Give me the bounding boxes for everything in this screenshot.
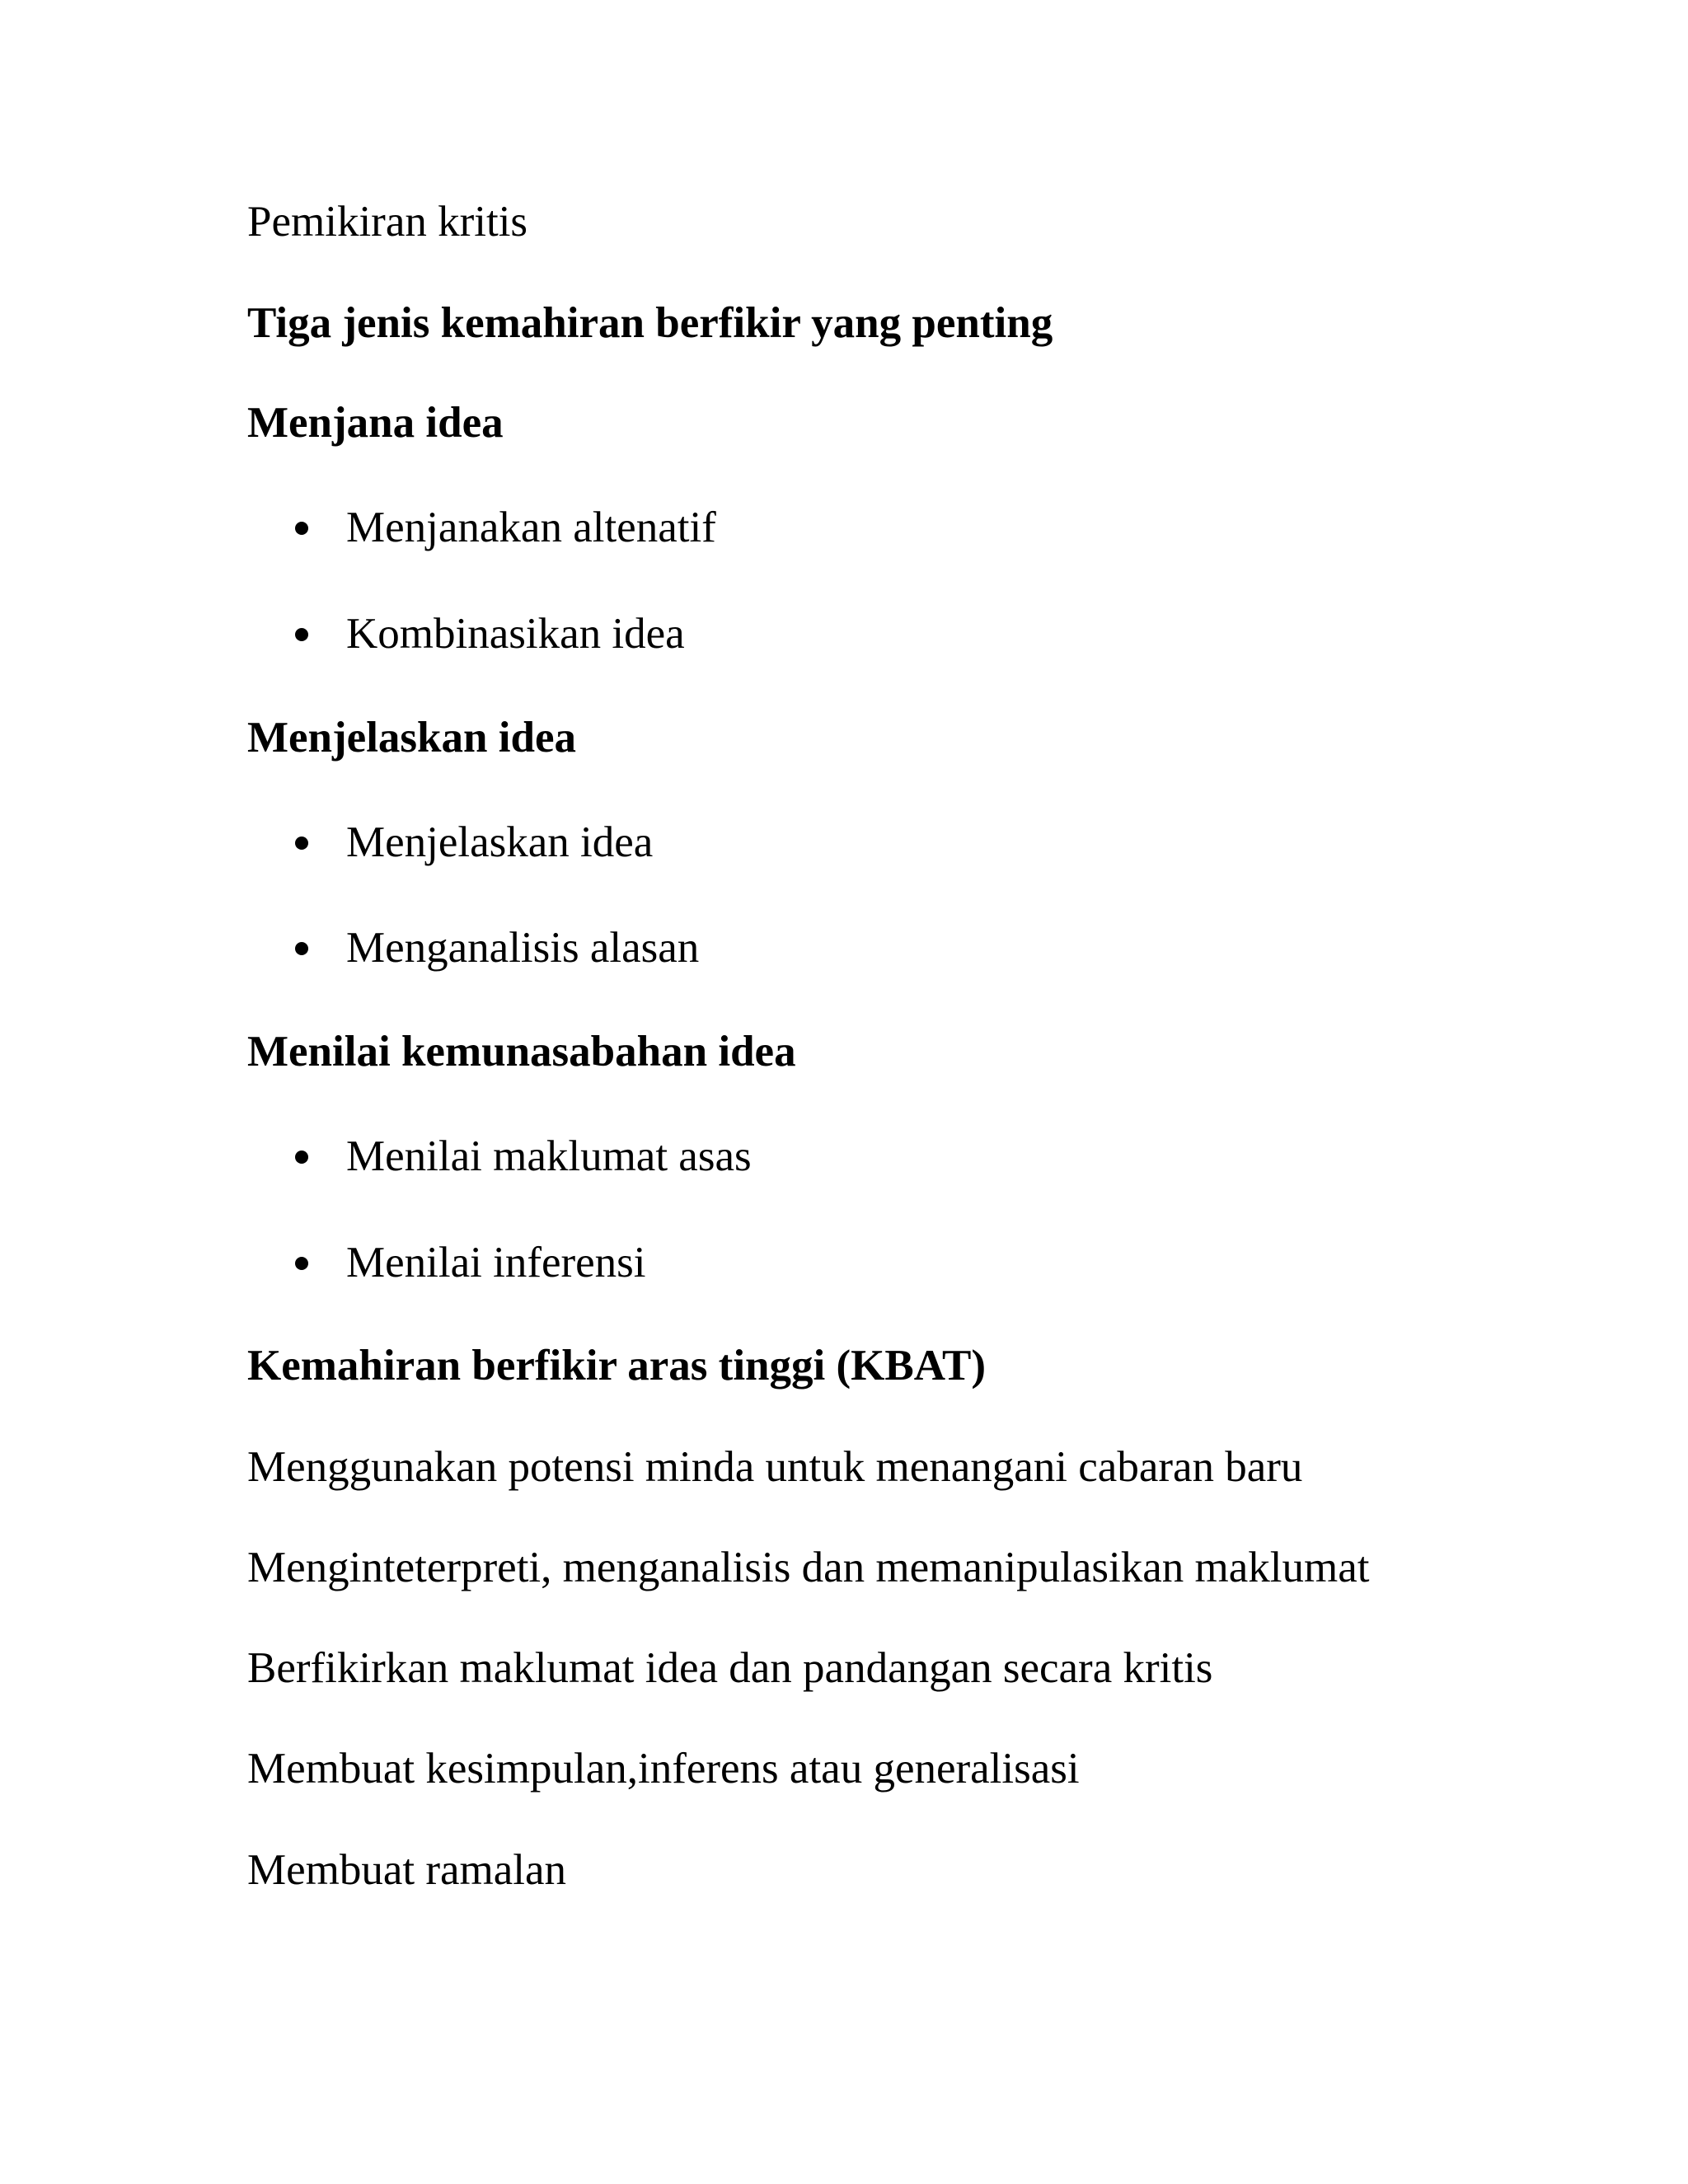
list-item bbox=[295, 1132, 752, 1180]
bullet-icon bbox=[295, 1257, 308, 1270]
document-subtitle: Tiga jenis kemahiran berfikir yang penting bbox=[247, 299, 1053, 347]
list-item-text: Kombinasikan idea bbox=[346, 610, 685, 658]
section-heading-menjelaskan: Menjelaskan idea bbox=[247, 714, 576, 762]
document-title: Pemikiran kritis bbox=[247, 198, 528, 246]
list-item-text: Menjanakan altenatif bbox=[346, 504, 716, 551]
section-heading-menilai: Menilai kemunasabahan idea bbox=[247, 1028, 796, 1076]
kbat-line: Membuat kesimpulan,inferens atau generalisasi bbox=[247, 1745, 1080, 1793]
section-heading-menjana: Menjana idea bbox=[247, 399, 504, 447]
bullet-icon bbox=[295, 837, 308, 850]
list-item-text: Menilai inferensi bbox=[346, 1239, 646, 1286]
kbat-line: Membuat ramalan bbox=[247, 1846, 567, 1894]
list-item-text: Menganalisis alasan bbox=[346, 924, 700, 972]
kbat-line: Berfikirkan maklumat idea dan pandangan secara kritis bbox=[247, 1644, 1213, 1692]
bullet-icon bbox=[295, 1151, 308, 1164]
kbat-line: Menginteterpreti, menganalisis dan memanipulasikan maklumat bbox=[247, 1544, 1370, 1591]
list-item bbox=[295, 612, 685, 656]
list-item-text: Menilai maklumat asas bbox=[346, 1132, 752, 1180]
bullet-icon bbox=[295, 522, 308, 535]
list-item bbox=[295, 926, 699, 970]
list-item bbox=[295, 818, 654, 866]
kbat-heading: Kemahiran berfikir aras tinggi (KBAT) bbox=[247, 1342, 987, 1390]
list-item-text: Menjelaskan idea bbox=[346, 818, 654, 866]
list-item bbox=[295, 1241, 646, 1285]
list-item bbox=[295, 506, 716, 550]
bullet-icon bbox=[295, 942, 308, 955]
bullet-icon bbox=[295, 628, 308, 641]
kbat-line: Menggunakan potensi minda untuk menangani cabaran baru bbox=[247, 1443, 1303, 1491]
